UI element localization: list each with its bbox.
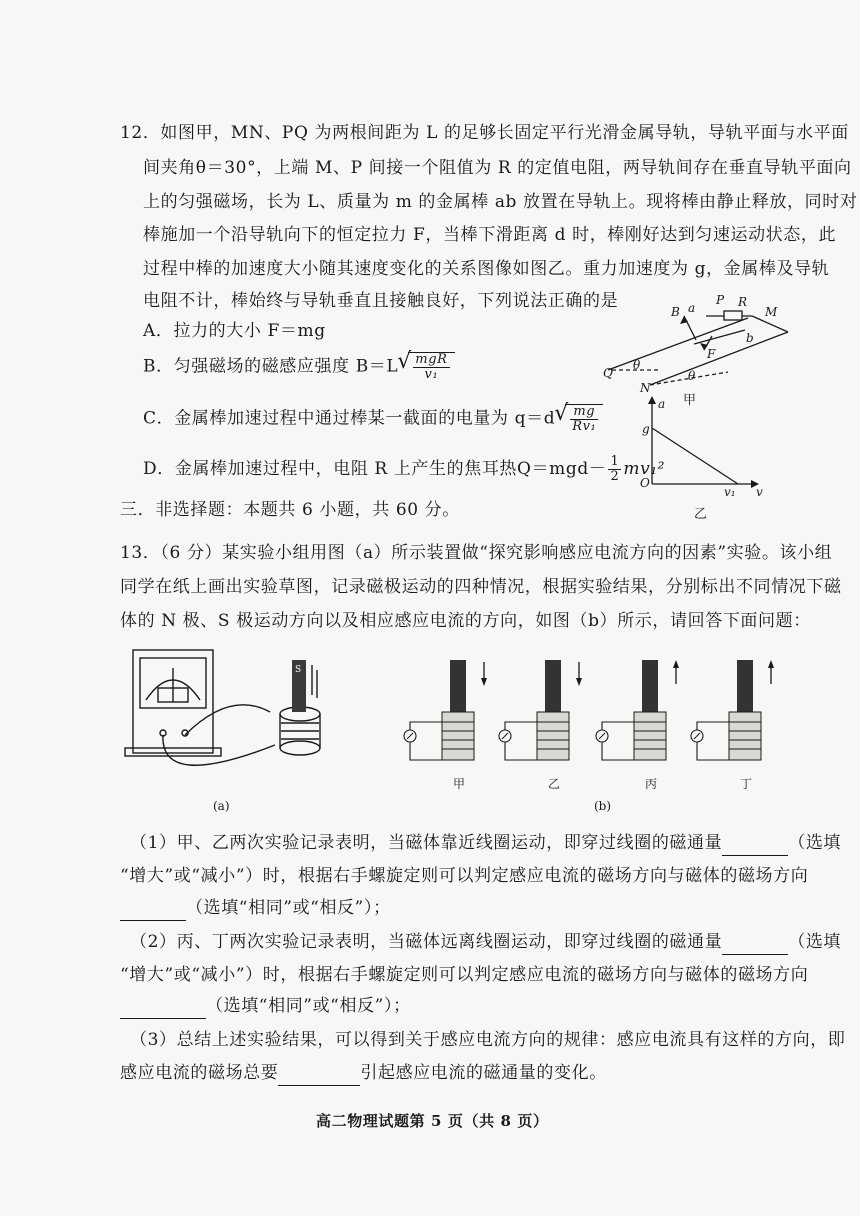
label-b-bar: b [746,331,754,345]
q13-part2-line-1 [130,929,841,955]
label-r: R [738,295,748,309]
option-b-text: B．匀强磁场的磁感应强度 B＝L [143,356,399,377]
option-b-denominator: v₁ [424,367,439,382]
answer-blank-2[interactable] [120,902,186,921]
part2-text-b: （选填 [788,932,842,952]
magnet-s-label: S [295,665,302,675]
part1-text-b: （选填 [788,833,842,853]
q12-line-5: 过程中棒的加速度大小随其速度变化的关系图像如图乙。重力加速度为 g，金属棒及导轨 [143,259,830,279]
label-yi: 乙 [694,507,708,522]
panel-2-motion-arrow-head [576,678,582,686]
label-v: v [756,485,763,499]
label-q: Q [603,366,613,380]
label-theta-2: θ [688,369,696,383]
part2-text-c: （选填“相同”或“相反”）； [206,996,411,1016]
q12-line-1: 12．如图甲，MN、PQ 为两根间距为 L 的足够长固定平行光滑金属导轨，导轨平面与水平面 [120,123,849,143]
page-footer: 高二物理试题第 5 页（共 8 页） [316,1112,549,1130]
option-c-denominator: Rv₁ [572,419,597,434]
panel-4-motion-arrow-head [768,660,774,668]
panel-1-label: 甲 [453,777,466,791]
panel-3-motion-arrow-head [673,660,679,668]
panel-4-label: 丁 [740,777,753,791]
answer-blank-4[interactable] [120,1000,206,1019]
panel-1-circuit-wire [410,722,442,760]
label-v1: v₁ [724,485,736,499]
option-d-denominator: 2 [610,469,620,484]
option-b-numerator: √ mgR [415,352,448,367]
panel-3-magnet [642,660,658,716]
panel-4-circuit-wire [697,722,729,760]
q13-part1-line-3 [120,895,391,921]
panel-4-coil [729,712,761,760]
label-o: O [640,476,650,490]
q13-line-3: 体的 N 极、S 极运动方向以及相应感应电流的方向，如图（b）所示，请回答下面问题： [120,611,811,631]
q13-line-2: 同学在纸上画出实验草图，记录磁极运动的四种情况，根据实验结果，分别标出不同情况下磁 [120,577,842,597]
answer-blank-1[interactable] [722,837,788,856]
panel-2-magnet [545,660,561,716]
panel-4-magnet [737,660,753,716]
option-d-tail: mv₁² [623,459,666,479]
label-p: P [716,293,725,307]
part3-text-a: 感应电流的磁场总要 [120,1063,279,1083]
panel-3-label: 丙 [645,777,658,791]
option-a: A．拉力的大小 F＝mg [143,321,326,341]
q13-part3-line-1: （3）总结上述实验结果，可以得到关于感应电流方向的规律：感应电流具有这样的方向，即 [130,1030,846,1050]
figure-b-caption: (b) [594,799,612,813]
part1-text-a: （1）甲、乙两次实验记录表明，当磁体靠近线圈运动，即穿过线圈的磁通量 [130,833,723,853]
panel-1-coil [442,712,474,760]
label-theta-1: θ [633,358,641,372]
panel-3-coil [634,712,666,760]
panel-2-circuit-wire [505,722,537,760]
answer-blank-5[interactable] [278,1067,360,1086]
q13-line-1: 13．（6 分）某实验小组用图（a）所示装置做“探究影响感应电流方向的因素”实验。该小组 [120,543,833,563]
q12-line-2: 间夹角θ＝30°，上端 M、P 间接一个阻值为 R 的定值电阻，两导轨间存在垂直导轨平面向 [143,158,852,178]
label-axis-a: a [658,397,666,411]
q12-line-6: 电阻不计，棒始终与导轨垂直且接触良好，下列说法正确的是 [143,291,619,311]
panel-3-circuit-wire [602,722,634,760]
panel-2-label: 乙 [548,777,561,791]
label-n: N [640,381,651,395]
label-f: F [707,347,716,361]
q13-part2-line-3 [120,993,411,1019]
option-d-text: D．金属棒加速过程中，电阻 R 上产生的焦耳热Q＝mgd－ [143,459,607,479]
panel-1-motion-arrow-head [481,678,487,686]
answer-blank-3[interactable] [722,936,788,955]
part1-text-c: （选填“相同”或“相反”）； [186,898,391,918]
label-jia: 甲 [683,393,697,408]
label-b-field: B [671,305,680,319]
option-c-text: C．金属棒加速过程中通过棒某一截面的电量为 q＝d [143,408,556,429]
q13-part3-line-2 [120,1060,607,1086]
q12-line-3: 上的匀强磁场，长为 L、质量为 m 的金属棒 ab 放置在导轨上。现将棒由静止释放，同时对 [143,192,858,212]
label-m: M [765,305,778,319]
figure-a-caption: (a) [213,799,230,813]
panel-2-coil [537,712,569,760]
section-3-heading: 三．非选择题：本题共 6 小题，共 60 分。 [120,500,460,520]
q13-part2-line-2: “增大”或“减小”）时，根据右手螺旋定则可以判定感应电流的磁场方向与磁体的磁场方向 [120,965,809,985]
option-c-numerator: √ mg [570,405,598,420]
label-a-bar: a [688,301,696,315]
label-g: g [642,422,650,436]
q12-line-4: 棒施加一个沿导轨向下的恒定拉力 F，当棒下滑距离 d 时，棒刚好达到匀速运动状态，此 [143,225,837,245]
part3-text-b: 引起感应电流的磁通量的变化。 [360,1063,607,1083]
option-d-numerator: 1 [610,454,620,469]
q13-part1-line-2: “增大”或“减小”）时，根据右手螺旋定则可以判定感应电流的磁场方向与磁体的磁场方向 [120,866,809,886]
part2-text-a: （2）丙、丁两次实验记录表明，当磁体远离线圈运动，即穿过线圈的磁通量 [130,932,723,952]
q13-part1-line-1 [130,830,841,856]
panel-1-magnet [450,660,466,716]
